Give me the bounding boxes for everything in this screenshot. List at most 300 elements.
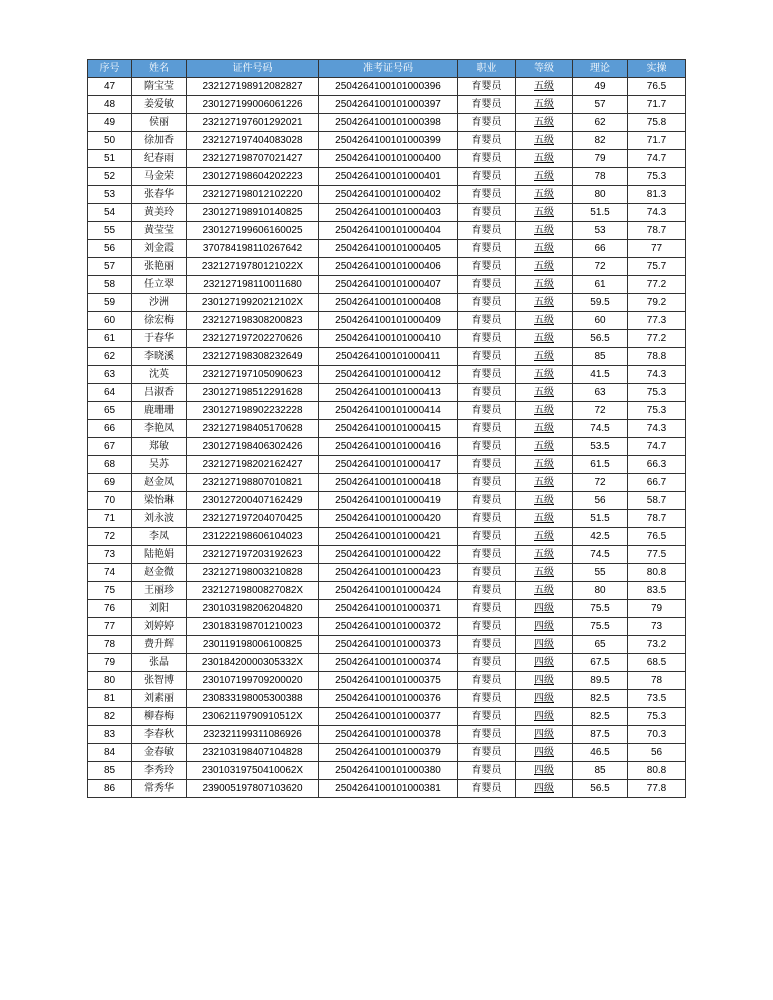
cell-exam-number: 2504264100101000400 (319, 150, 458, 168)
cell-occupation: 育婴员 (458, 654, 516, 672)
cell-name: 刘金霞 (132, 240, 187, 258)
cell-occupation: 育婴员 (458, 492, 516, 510)
cell-practice: 66.3 (628, 456, 686, 474)
table-row (88, 168, 686, 186)
cell-practice: 77 (628, 240, 686, 258)
cell-theory: 42.5 (573, 528, 628, 546)
cell-id-number: 232127198202162427 (187, 456, 319, 474)
cell-seq: 53 (88, 186, 132, 204)
cell-exam-number: 2504264100101000403 (319, 204, 458, 222)
table-row (88, 690, 686, 708)
cell-id-number: 230107199709200020 (187, 672, 319, 690)
cell-theory: 56.5 (573, 780, 628, 798)
cell-exam-number: 2504264100101000396 (319, 78, 458, 96)
cell-theory: 74.5 (573, 546, 628, 564)
cell-occupation: 育婴员 (458, 186, 516, 204)
cell-practice: 78.8 (628, 348, 686, 366)
cell-seq: 73 (88, 546, 132, 564)
cell-seq: 63 (88, 366, 132, 384)
cell-id-number: 23212719780121022X (187, 258, 319, 276)
cell-theory: 79 (573, 150, 628, 168)
cell-seq: 67 (88, 438, 132, 456)
cell-theory: 61.5 (573, 456, 628, 474)
cell-level (516, 474, 573, 492)
level-text: 五级 (534, 134, 554, 146)
level-text: 五级 (534, 152, 554, 164)
cell-level (516, 258, 573, 276)
table-row (88, 780, 686, 798)
cell-seq: 77 (88, 618, 132, 636)
table-row (88, 492, 686, 510)
header-occupation: 职业 (458, 60, 516, 78)
cell-seq: 59 (88, 294, 132, 312)
table-row (88, 222, 686, 240)
cell-id-number: 232127197202270626 (187, 330, 319, 348)
cell-id-number: 232127197204070425 (187, 510, 319, 528)
cell-practice: 77.3 (628, 312, 686, 330)
cell-id-number: 23010319750410062X (187, 762, 319, 780)
cell-seq: 79 (88, 654, 132, 672)
cell-theory: 74.5 (573, 420, 628, 438)
table-row (88, 510, 686, 528)
cell-level (516, 510, 573, 528)
cell-exam-number: 2504264100101000376 (319, 690, 458, 708)
cell-seq: 75 (88, 582, 132, 600)
cell-theory: 78 (573, 168, 628, 186)
table-row (88, 708, 686, 726)
cell-occupation: 育婴员 (458, 780, 516, 798)
cell-id-number: 232127198807010821 (187, 474, 319, 492)
cell-level (516, 96, 573, 114)
cell-id-number: 230183198701210023 (187, 618, 319, 636)
cell-practice: 75.7 (628, 258, 686, 276)
table-row (88, 240, 686, 258)
level-text: 四级 (534, 674, 554, 686)
cell-occupation: 育婴员 (458, 96, 516, 114)
table-row (88, 114, 686, 132)
cell-occupation: 育婴员 (458, 78, 516, 96)
cell-exam-number: 2504264100101000404 (319, 222, 458, 240)
cell-seq: 57 (88, 258, 132, 276)
table-body (88, 78, 686, 798)
cell-theory: 60 (573, 312, 628, 330)
cell-occupation: 育婴员 (458, 672, 516, 690)
cell-name: 姜爱敏 (132, 96, 187, 114)
cell-exam-number: 2504264100101000381 (319, 780, 458, 798)
cell-practice: 74.3 (628, 366, 686, 384)
table-row (88, 474, 686, 492)
cell-id-number: 23062119790910512X (187, 708, 319, 726)
table-row (88, 186, 686, 204)
cell-id-number: 232127198405170628 (187, 420, 319, 438)
cell-id-number: 230103198206204820 (187, 600, 319, 618)
cell-level (516, 402, 573, 420)
cell-id-number: 230127198512291628 (187, 384, 319, 402)
cell-name: 王丽珍 (132, 582, 187, 600)
cell-theory: 87.5 (573, 726, 628, 744)
cell-practice: 73.5 (628, 690, 686, 708)
cell-practice: 58.7 (628, 492, 686, 510)
table-row (88, 312, 686, 330)
cell-exam-number: 2504264100101000378 (319, 726, 458, 744)
level-text: 五级 (534, 350, 554, 362)
level-text: 五级 (534, 278, 554, 290)
cell-practice: 74.3 (628, 204, 686, 222)
cell-occupation: 育婴员 (458, 636, 516, 654)
level-text: 四级 (534, 692, 554, 704)
cell-exam-number: 2504264100101000371 (319, 600, 458, 618)
cell-level (516, 672, 573, 690)
cell-seq: 54 (88, 204, 132, 222)
cell-seq: 83 (88, 726, 132, 744)
cell-seq: 49 (88, 114, 132, 132)
cell-practice: 78.7 (628, 222, 686, 240)
table-row (88, 546, 686, 564)
cell-seq: 80 (88, 672, 132, 690)
cell-level (516, 438, 573, 456)
header-exam-number: 准考证号码 (319, 60, 458, 78)
cell-seq: 61 (88, 330, 132, 348)
cell-exam-number: 2504264100101000409 (319, 312, 458, 330)
cell-name: 于春华 (132, 330, 187, 348)
level-text: 五级 (534, 458, 554, 470)
cell-seq: 68 (88, 456, 132, 474)
cell-seq: 62 (88, 348, 132, 366)
header-id-number: 证件号码 (187, 60, 319, 78)
cell-level (516, 240, 573, 258)
cell-level (516, 384, 573, 402)
cell-name: 刘永波 (132, 510, 187, 528)
cell-theory: 62 (573, 114, 628, 132)
header-name: 姓名 (132, 60, 187, 78)
cell-occupation: 育婴员 (458, 618, 516, 636)
table-row (88, 654, 686, 672)
cell-id-number: 232127197404083028 (187, 132, 319, 150)
cell-name: 李晓溪 (132, 348, 187, 366)
cell-seq: 48 (88, 96, 132, 114)
level-text: 五级 (534, 404, 554, 416)
header-row (88, 60, 686, 78)
cell-id-number: 370784198110267642 (187, 240, 319, 258)
cell-level (516, 654, 573, 672)
cell-theory: 41.5 (573, 366, 628, 384)
cell-seq: 76 (88, 600, 132, 618)
table-row (88, 456, 686, 474)
cell-id-number: 231222198606104023 (187, 528, 319, 546)
cell-seq: 85 (88, 762, 132, 780)
cell-name: 张艳丽 (132, 258, 187, 276)
cell-exam-number: 2504264100101000399 (319, 132, 458, 150)
cell-occupation: 育婴员 (458, 330, 516, 348)
cell-seq: 47 (88, 78, 132, 96)
level-text: 五级 (534, 296, 554, 308)
level-text: 五级 (534, 440, 554, 452)
cell-theory: 56.5 (573, 330, 628, 348)
cell-occupation: 育婴员 (458, 726, 516, 744)
table-row (88, 96, 686, 114)
cell-theory: 89.5 (573, 672, 628, 690)
cell-name: 常秀华 (132, 780, 187, 798)
cell-level (516, 456, 573, 474)
cell-exam-number: 2504264100101000373 (319, 636, 458, 654)
level-text: 四级 (534, 728, 554, 740)
cell-occupation: 育婴员 (458, 222, 516, 240)
cell-practice: 77.2 (628, 330, 686, 348)
cell-seq: 82 (88, 708, 132, 726)
cell-seq: 72 (88, 528, 132, 546)
cell-occupation: 育婴员 (458, 438, 516, 456)
cell-practice: 75.3 (628, 708, 686, 726)
cell-exam-number: 2504264100101000415 (319, 420, 458, 438)
cell-seq: 66 (88, 420, 132, 438)
cell-name: 吴苏 (132, 456, 187, 474)
cell-seq: 51 (88, 150, 132, 168)
table-row (88, 564, 686, 582)
cell-practice: 75.3 (628, 168, 686, 186)
table-row (88, 384, 686, 402)
cell-practice: 75.3 (628, 384, 686, 402)
cell-practice: 80.8 (628, 564, 686, 582)
cell-practice: 77.5 (628, 546, 686, 564)
header-theory: 理论 (573, 60, 628, 78)
cell-name: 赵金凤 (132, 474, 187, 492)
header-seq: 序号 (88, 60, 132, 78)
cell-id-number: 230127199606160025 (187, 222, 319, 240)
cell-name: 张春华 (132, 186, 187, 204)
cell-theory: 53 (573, 222, 628, 240)
cell-id-number: 232127198308200823 (187, 312, 319, 330)
cell-level (516, 762, 573, 780)
cell-level (516, 222, 573, 240)
level-text: 四级 (534, 638, 554, 650)
cell-theory: 55 (573, 564, 628, 582)
table-row (88, 330, 686, 348)
table-row (88, 258, 686, 276)
cell-name: 费升辉 (132, 636, 187, 654)
cell-name: 陆艳娟 (132, 546, 187, 564)
cell-name: 沈英 (132, 366, 187, 384)
cell-seq: 56 (88, 240, 132, 258)
cell-id-number: 230127198902232228 (187, 402, 319, 420)
cell-name: 徐加香 (132, 132, 187, 150)
cell-exam-number: 2504264100101000379 (319, 744, 458, 762)
table-row (88, 528, 686, 546)
cell-name: 梁怡琳 (132, 492, 187, 510)
cell-theory: 80 (573, 186, 628, 204)
cell-practice: 77.2 (628, 276, 686, 294)
cell-practice: 73.2 (628, 636, 686, 654)
cell-name: 沙洲 (132, 294, 187, 312)
level-text: 五级 (534, 170, 554, 182)
cell-occupation: 育婴员 (458, 114, 516, 132)
level-text: 四级 (534, 764, 554, 776)
cell-practice: 75.8 (628, 114, 686, 132)
cell-occupation: 育婴员 (458, 276, 516, 294)
cell-practice: 71.7 (628, 132, 686, 150)
cell-name: 马金荣 (132, 168, 187, 186)
cell-level (516, 348, 573, 366)
header-level: 等级 (516, 60, 573, 78)
level-text: 四级 (534, 620, 554, 632)
cell-level (516, 150, 573, 168)
cell-exam-number: 2504264100101000412 (319, 366, 458, 384)
cell-id-number: 232103198407104828 (187, 744, 319, 762)
cell-exam-number: 2504264100101000408 (319, 294, 458, 312)
cell-id-number: 230833198005300388 (187, 690, 319, 708)
cell-theory: 82.5 (573, 690, 628, 708)
cell-level (516, 528, 573, 546)
cell-theory: 75.5 (573, 600, 628, 618)
cell-occupation: 育婴员 (458, 456, 516, 474)
cell-id-number: 230127200407162429 (187, 492, 319, 510)
cell-practice: 74.3 (628, 420, 686, 438)
cell-level (516, 366, 573, 384)
cell-practice: 77.8 (628, 780, 686, 798)
cell-practice: 83.5 (628, 582, 686, 600)
cell-seq: 55 (88, 222, 132, 240)
cell-name: 鹿珊珊 (132, 402, 187, 420)
cell-level (516, 726, 573, 744)
cell-id-number: 232127198308232649 (187, 348, 319, 366)
level-text: 四级 (534, 746, 554, 758)
cell-seq: 69 (88, 474, 132, 492)
cell-theory: 51.5 (573, 204, 628, 222)
cell-occupation: 育婴员 (458, 150, 516, 168)
cell-occupation: 育婴员 (458, 402, 516, 420)
table-row (88, 366, 686, 384)
cell-occupation: 育婴员 (458, 240, 516, 258)
cell-level (516, 420, 573, 438)
cell-seq: 50 (88, 132, 132, 150)
table-row (88, 150, 686, 168)
level-text: 五级 (534, 566, 554, 578)
cell-theory: 53.5 (573, 438, 628, 456)
cell-exam-number: 2504264100101000424 (319, 582, 458, 600)
cell-name: 金春敏 (132, 744, 187, 762)
cell-theory: 67.5 (573, 654, 628, 672)
cell-practice: 75.3 (628, 402, 686, 420)
cell-id-number: 232321199311086926 (187, 726, 319, 744)
level-text: 五级 (534, 530, 554, 542)
cell-name: 李艳凤 (132, 420, 187, 438)
cell-exam-number: 2504264100101000398 (319, 114, 458, 132)
cell-occupation: 育婴员 (458, 546, 516, 564)
exam-results-table (87, 59, 686, 798)
cell-id-number: 232127198707021427 (187, 150, 319, 168)
cell-occupation: 育婴员 (458, 708, 516, 726)
level-text: 五级 (534, 98, 554, 110)
cell-practice: 76.5 (628, 78, 686, 96)
cell-name: 吕淑香 (132, 384, 187, 402)
table-row (88, 582, 686, 600)
table-row (88, 762, 686, 780)
cell-occupation: 育婴员 (458, 564, 516, 582)
cell-seq: 74 (88, 564, 132, 582)
level-text: 五级 (534, 80, 554, 92)
cell-level (516, 618, 573, 636)
cell-level (516, 546, 573, 564)
cell-exam-number: 2504264100101000377 (319, 708, 458, 726)
cell-exam-number: 2504264100101000372 (319, 618, 458, 636)
cell-name: 张智博 (132, 672, 187, 690)
table-row (88, 348, 686, 366)
cell-occupation: 育婴员 (458, 132, 516, 150)
cell-level (516, 582, 573, 600)
cell-seq: 65 (88, 402, 132, 420)
cell-id-number: 230119198006100825 (187, 636, 319, 654)
cell-seq: 86 (88, 780, 132, 798)
cell-seq: 60 (88, 312, 132, 330)
cell-exam-number: 2504264100101000423 (319, 564, 458, 582)
cell-exam-number: 2504264100101000380 (319, 762, 458, 780)
level-text: 四级 (534, 602, 554, 614)
cell-occupation: 育婴员 (458, 168, 516, 186)
cell-practice: 73 (628, 618, 686, 636)
table-row (88, 276, 686, 294)
cell-occupation: 育婴员 (458, 348, 516, 366)
cell-exam-number: 2504264100101000405 (319, 240, 458, 258)
level-text: 五级 (534, 314, 554, 326)
header-practice: 实操 (628, 60, 686, 78)
cell-name: 黄美玲 (132, 204, 187, 222)
cell-theory: 63 (573, 384, 628, 402)
cell-name: 侯丽 (132, 114, 187, 132)
cell-occupation: 育婴员 (458, 258, 516, 276)
level-text: 五级 (534, 548, 554, 560)
cell-level (516, 132, 573, 150)
cell-occupation: 育婴员 (458, 744, 516, 762)
cell-name: 刘素丽 (132, 690, 187, 708)
level-text: 五级 (534, 188, 554, 200)
table-row (88, 204, 686, 222)
cell-level (516, 330, 573, 348)
level-text: 五级 (534, 584, 554, 596)
cell-level (516, 690, 573, 708)
cell-level (516, 186, 573, 204)
cell-name: 李秀玲 (132, 762, 187, 780)
cell-exam-number: 2504264100101000422 (319, 546, 458, 564)
level-text: 五级 (534, 494, 554, 506)
cell-exam-number: 2504264100101000375 (319, 672, 458, 690)
cell-seq: 84 (88, 744, 132, 762)
cell-seq: 52 (88, 168, 132, 186)
cell-practice: 78.7 (628, 510, 686, 528)
cell-exam-number: 2504264100101000419 (319, 492, 458, 510)
cell-exam-number: 2504264100101000418 (319, 474, 458, 492)
cell-theory: 59.5 (573, 294, 628, 312)
cell-id-number: 232127197601292021 (187, 114, 319, 132)
table-row (88, 420, 686, 438)
cell-theory: 66 (573, 240, 628, 258)
cell-occupation: 育婴员 (458, 420, 516, 438)
cell-seq: 78 (88, 636, 132, 654)
cell-name: 李凤 (132, 528, 187, 546)
cell-occupation: 育婴员 (458, 312, 516, 330)
cell-level (516, 114, 573, 132)
cell-practice: 66.7 (628, 474, 686, 492)
cell-practice: 76.5 (628, 528, 686, 546)
cell-seq: 81 (88, 690, 132, 708)
cell-theory: 72 (573, 474, 628, 492)
cell-occupation: 育婴员 (458, 366, 516, 384)
table-row (88, 132, 686, 150)
cell-id-number: 232127198012102220 (187, 186, 319, 204)
level-text: 五级 (534, 242, 554, 254)
level-text: 五级 (534, 206, 554, 218)
cell-name: 李春秋 (132, 726, 187, 744)
cell-occupation: 育婴员 (458, 528, 516, 546)
cell-exam-number: 2504264100101000416 (319, 438, 458, 456)
